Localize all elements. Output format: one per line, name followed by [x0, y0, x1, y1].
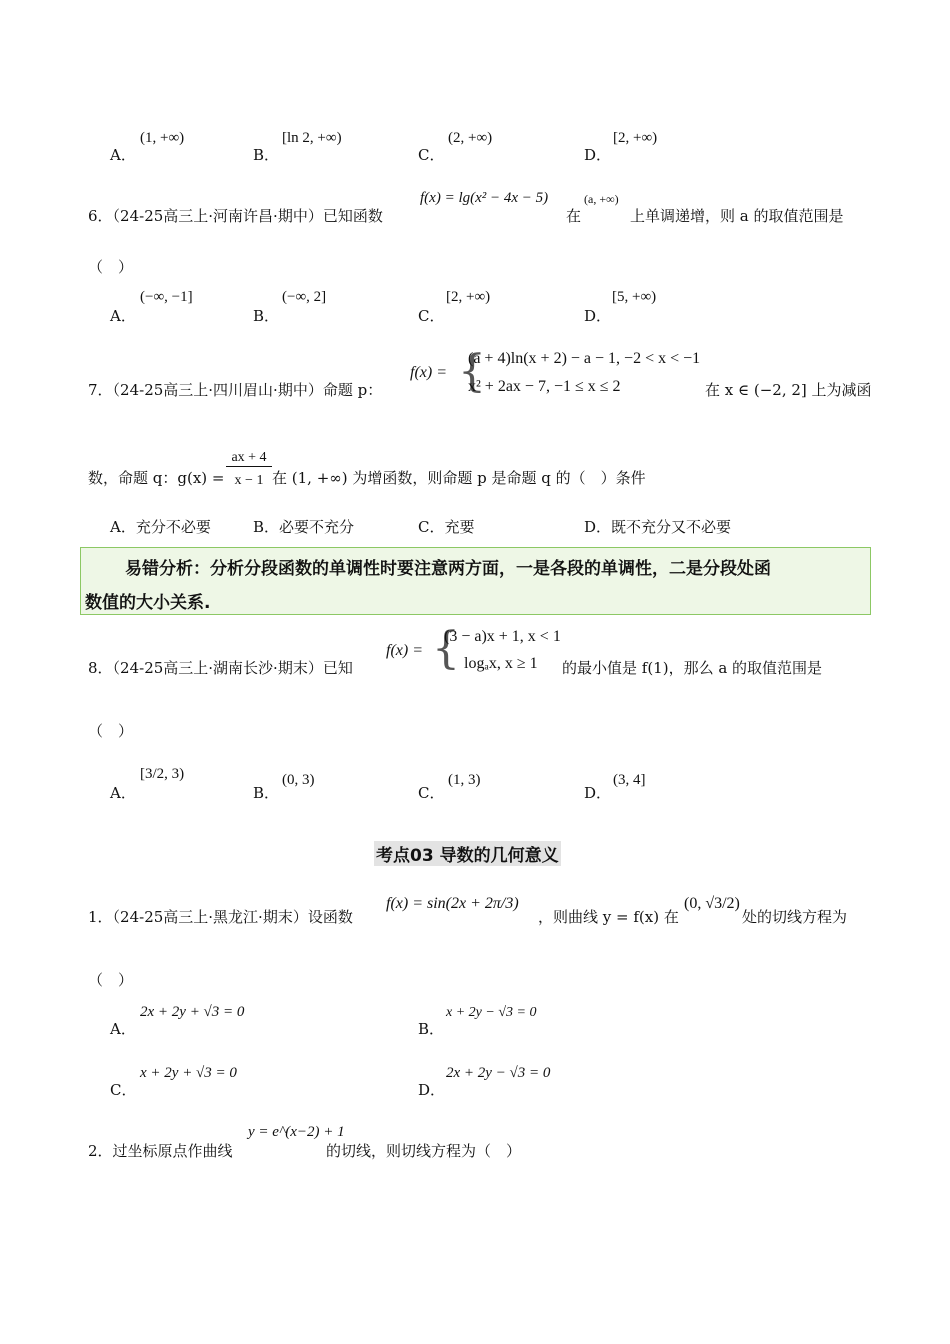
- option-value: 充要: [444, 518, 475, 536]
- error-analysis-note: [80, 547, 871, 615]
- question-source: （24-25高三上·黑龙江·期末）: [112, 908, 308, 926]
- question-number: 6．: [88, 207, 113, 225]
- question-source: （24-25高三上·湖南长沙·期末）: [112, 659, 323, 677]
- option-label: D．: [584, 307, 612, 325]
- option-value: 必要不充分: [279, 518, 355, 536]
- answer-paren: （ ）: [88, 722, 134, 740]
- question-text: 的切线，则切线方程为（ ）: [326, 1142, 522, 1160]
- question-source: （24-25高三上·河南许昌·期中）: [112, 207, 323, 225]
- option-value: x + 2y − √3 = 0: [446, 1005, 537, 1020]
- option-value: (2, +∞): [448, 130, 493, 146]
- question-number: 1．: [88, 908, 113, 926]
- option-label: C．: [418, 146, 445, 164]
- option-value: 充分不必要: [135, 518, 211, 536]
- option-value: (3, 4]: [613, 772, 646, 788]
- question-text: 上单调递增，则 a 的取值范围是: [630, 207, 844, 225]
- option-label: A．: [110, 784, 136, 802]
- note-line-1: 易错分析：分析分段函数的单调性时要注意两方面，一是各段的单调性，二是分段处函: [125, 559, 771, 579]
- formula-lhs: f(x) =: [410, 364, 447, 381]
- option-label: B．: [253, 784, 280, 802]
- document-page: A． (1, +∞) B． [ln 2, +∞) C． (2, +∞) D． [2, +∞) 6．（24-25高三上·河南许昌·期中）已知函数 f(x) = lg(x² − 4x − 5) 在 (a, +∞) 上单调递增，则 a 的取值范围是 （ ） A． (−∞, −1] B． (−∞, 2] C． [2, +∞) D． [5, +∞) 7．（24-25高三上·四川眉山·期中）命题 p： f(x) = { (a + 4)ln(x + 2) − a − 1, −2 < x < −1 x² + 2ax − 7, −1 ≤ x ≤ 2 在 x ∈ (−2, 2] 上为减函 数，命题 q：g(x) = ax + 4 x − 1 在 (1, +∞) 为增函数，则命题 p 是命题 q 的（ ）条件 A．充分不必要 B．必要不充分 C．充要 D．既不充分又不必要 易错分析：分析分段函数的单调性时要注意两方面，一是各段的单调性，二是分段处函 数值的大小关系. 8．（24-25高三上·湖南长沙·期末）已知 f(x) = { (3 − a)x + 1, x < 1 logₐx, x ≥ 1 的最小值是 f(1)，那么 a 的取值范围是 （ ） A． [3/2, 3) B． (0, 3) C． (1, 3) D． (3, 4] 考点03 导数的几何意义 1．（24-25高三上·黑龙江·期末）设函数 f(x) = sin(2x + 2π/3) ，则曲线 y = f(x) 在 (0, √3/2) 处的切线方程为 （ ） A． 2x + 2y + √3 = 0 B． x + 2y − √3 = 0 C． x + 2y + √3 = 0 D． 2x + 2y − √3 = 0 2．过坐标原点作曲线 y = e^(x−2) + 1 的切线，则切线方程为（ ）: [0, 0, 950, 1344]
- option-label: B．: [418, 1020, 445, 1038]
- option-label: A．: [110, 307, 136, 325]
- option-value: (0, 3): [282, 772, 315, 788]
- option-label: C．: [110, 1081, 137, 1099]
- option-value: (−∞, −1]: [140, 289, 193, 305]
- question-text: ，则曲线 y = f(x) 在: [538, 908, 679, 926]
- question-text: 处的切线方程为: [742, 908, 848, 926]
- option-label: A．: [110, 1020, 136, 1038]
- question-text: 在: [566, 207, 582, 225]
- option-value: 2x + 2y − √3 = 0: [446, 1065, 551, 1081]
- section-heading: 考点03 导数的几何意义: [374, 841, 561, 866]
- note-line-2: 数值的大小关系.: [85, 593, 211, 613]
- piecewise-case-1: (a + 4)ln(x + 2) − a − 1, −2 < x < −1: [468, 350, 701, 367]
- question-text: 的最小值是 f(1)，那么 a 的取值范围是: [562, 659, 823, 677]
- option-label: A．: [110, 146, 136, 164]
- question-number: 2．: [88, 1142, 113, 1160]
- question-text: 在 x ∈ (−2, 2] 上为减函: [705, 381, 872, 399]
- formula-lhs: f(x) =: [386, 642, 423, 659]
- question-text: 已知: [322, 659, 353, 677]
- option-value: [ln 2, +∞): [282, 130, 342, 146]
- option-value: (1, +∞): [140, 130, 185, 146]
- point: (0, √3/2): [684, 895, 740, 912]
- question-text: 数，命题 q：g(x) =: [88, 469, 225, 487]
- formula: f(x) = sin(2x + 2π/3): [386, 895, 519, 912]
- formula: f(x) = lg(x² − 4x − 5): [420, 190, 549, 206]
- option-label: B．: [253, 518, 280, 536]
- answer-paren: （ ）: [88, 971, 134, 989]
- piecewise-case-2: logₐx, x ≥ 1: [464, 655, 538, 672]
- option-label: B．: [253, 307, 280, 325]
- option-value: [3/2, 3): [140, 766, 185, 782]
- question-text: 命题 p：: [322, 381, 383, 399]
- fraction-numerator: ax + 4: [226, 450, 272, 467]
- option-label: B．: [253, 146, 280, 164]
- option-label: A．: [110, 518, 136, 536]
- option-label: C．: [418, 518, 445, 536]
- option-label: D．: [584, 146, 612, 164]
- option-value: [2, +∞): [613, 130, 658, 146]
- option-value: (1, 3): [448, 772, 481, 788]
- piecewise-case-2: x² + 2ax − 7, −1 ≤ x ≤ 2: [468, 378, 621, 395]
- question-text: 已知函数: [322, 207, 383, 225]
- fraction-denominator: x − 1: [234, 473, 264, 488]
- option-value: 2x + 2y + √3 = 0: [140, 1004, 245, 1020]
- option-label: C．: [418, 307, 445, 325]
- option-label: D．: [584, 784, 612, 802]
- question-text: 设函数: [307, 908, 353, 926]
- option-label: C．: [418, 784, 445, 802]
- question-number: 7．: [88, 381, 113, 399]
- option-label: D．: [418, 1081, 446, 1099]
- option-value: [2, +∞): [446, 289, 491, 305]
- option-value: [5, +∞): [612, 289, 657, 305]
- formula: y = e^(x−2) + 1: [248, 1124, 345, 1140]
- question-number: 8．: [88, 659, 113, 677]
- option-value: 既不充分又不必要: [611, 518, 732, 536]
- interval: (a, +∞): [584, 192, 619, 206]
- answer-paren: （ ）: [88, 258, 134, 276]
- question-source: （24-25高三上·四川眉山·期中）: [112, 381, 323, 399]
- option-value: x + 2y + √3 = 0: [140, 1065, 237, 1081]
- question-text: 在 (1, +∞) 为增函数，则命题 p 是命题 q 的（ ）条件: [272, 469, 646, 487]
- piecewise-case-1: (3 − a)x + 1, x < 1: [444, 628, 561, 645]
- question-text: 过坐标原点作曲线: [112, 1142, 233, 1160]
- option-value: (−∞, 2]: [282, 289, 327, 305]
- option-label: D．: [584, 518, 612, 536]
